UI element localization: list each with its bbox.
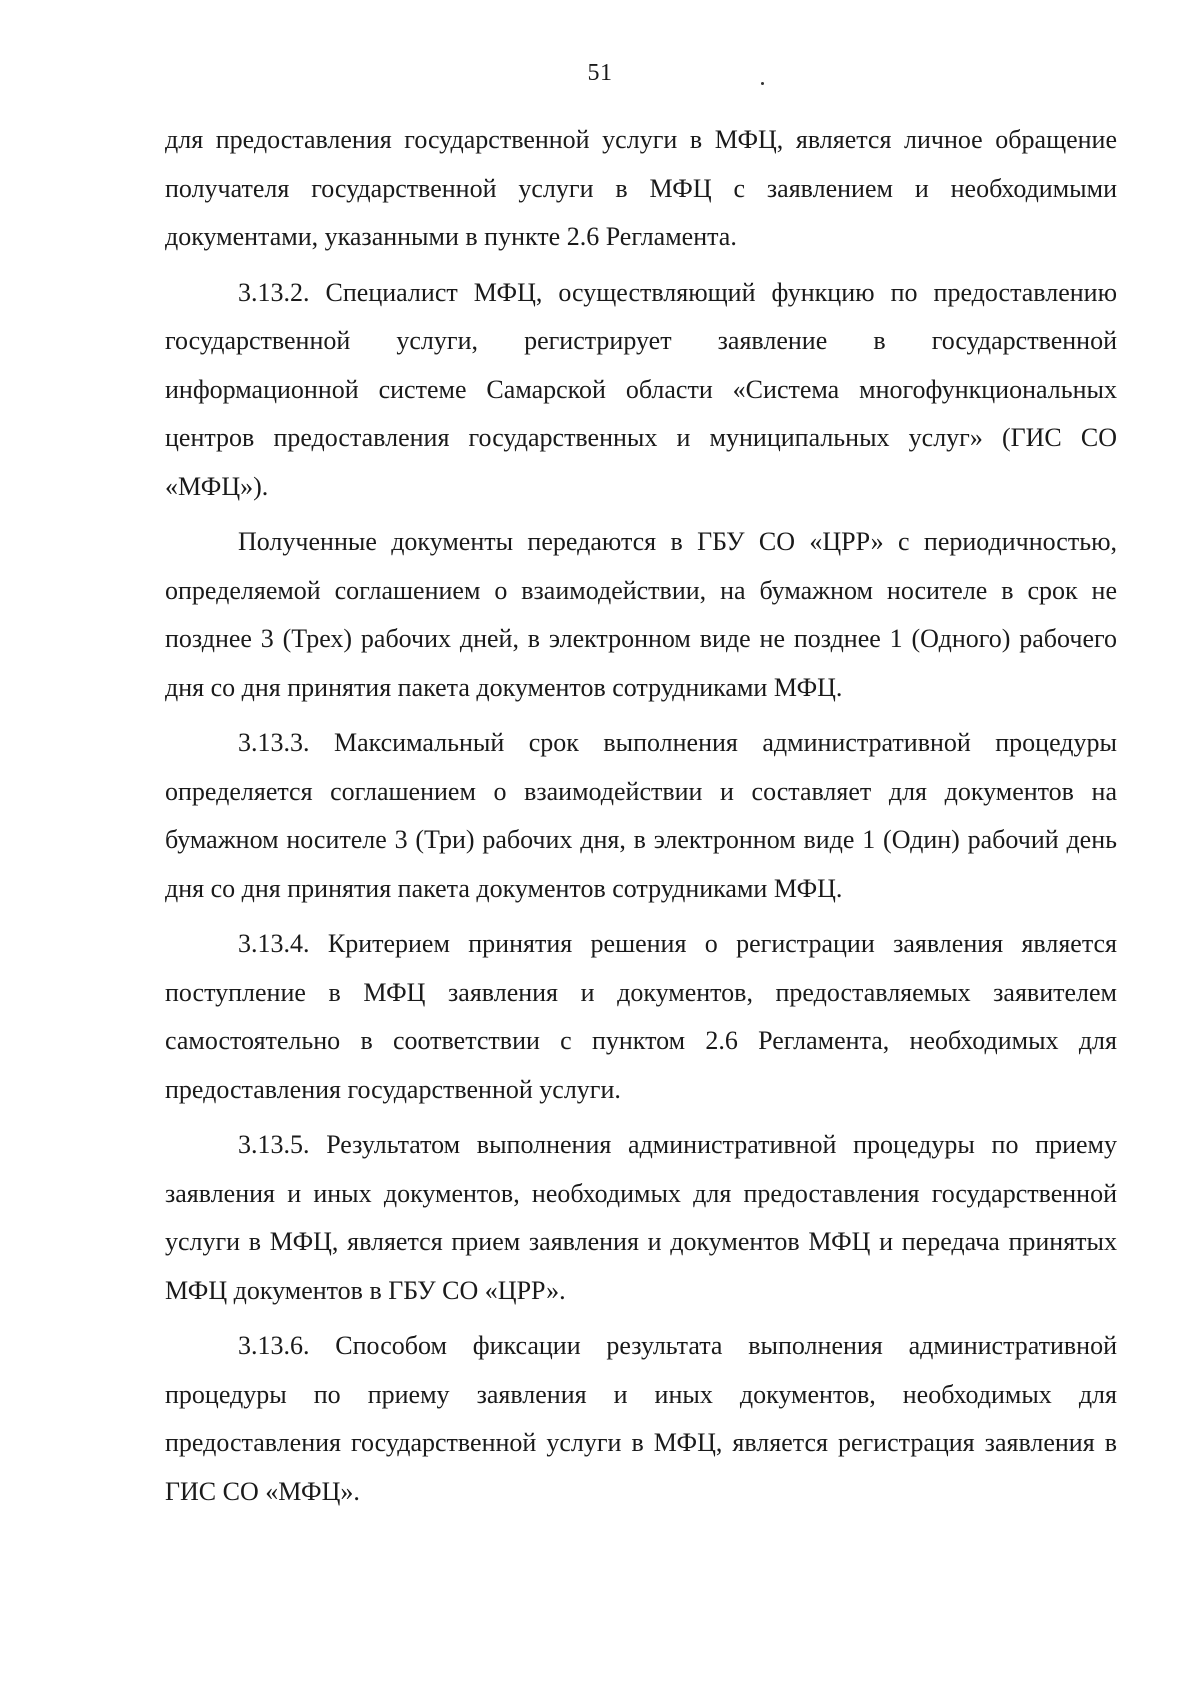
- paragraph-3-13-6: 3.13.6. Способом фиксации результата выполнения административной процедуры по приему заявления и иных документов, необходимых для предоставления государственной услуги в МФЦ, является регистрация заявления в ГИС СО «МФЦ».: [165, 1331, 1117, 1506]
- paragraph-3-13-5: 3.13.5. Результатом выполнения административной процедуры по приему заявления и иных документов, необходимых для предоставления государственной услуги в МФЦ, является прием заявления и документов МФЦ и передача принятых МФЦ документов в ГБУ СО «ЦРР».: [165, 1130, 1117, 1305]
- document-body: [165, 116, 1117, 1523]
- paragraph-3-13-4: 3.13.4. Критерием принятия решения о регистрации заявления является поступление в МФЦ заявления и документов, предоставляемых заявителем самостоятельно в соответствии с пунктом 2.6 Регламента, необходимых для предоставления государственной услуги.: [165, 929, 1117, 1104]
- scan-speck: [761, 82, 764, 85]
- page-number: 51: [587, 60, 613, 86]
- paragraph-3-13-3: 3.13.3. Максимальный срок выполнения административной процедуры определяется соглашением о взаимодействии и составляет для документов на бумажном носителе 3 (Три) рабочих дня, в электронном виде 1 (Один) рабочий день дня со дня принятия пакета документов сотрудниками МФЦ.: [165, 728, 1117, 903]
- paragraph-documents-transfer: Полученные документы передаются в ГБУ СО «ЦРР» с периодичностью, определяемой соглашением о взаимодействии, на бумажном носителе в срок не позднее 3 (Трех) рабочих дней, в электронном виде не позднее 1 (Одного) рабочего дня со дня принятия пакета документов сотрудниками МФЦ.: [165, 527, 1117, 702]
- paragraph-continuation: для предоставления государственной услуги в МФЦ, является личное обращение получателя государственной услуги в МФЦ с заявлением и необходимыми документами, указанными в пункте 2.6 Регламента.: [165, 125, 1117, 251]
- paragraph-3-13-2: 3.13.2. Специалист МФЦ, осуществляющий функцию по предоставлению государственной услуги, регистрирует заявление в государственной информационной системе Самарской области «Система многофункциональных центров предоставления государственных и муниципальных услуг» (ГИС СО «МФЦ»).: [165, 277, 1117, 501]
